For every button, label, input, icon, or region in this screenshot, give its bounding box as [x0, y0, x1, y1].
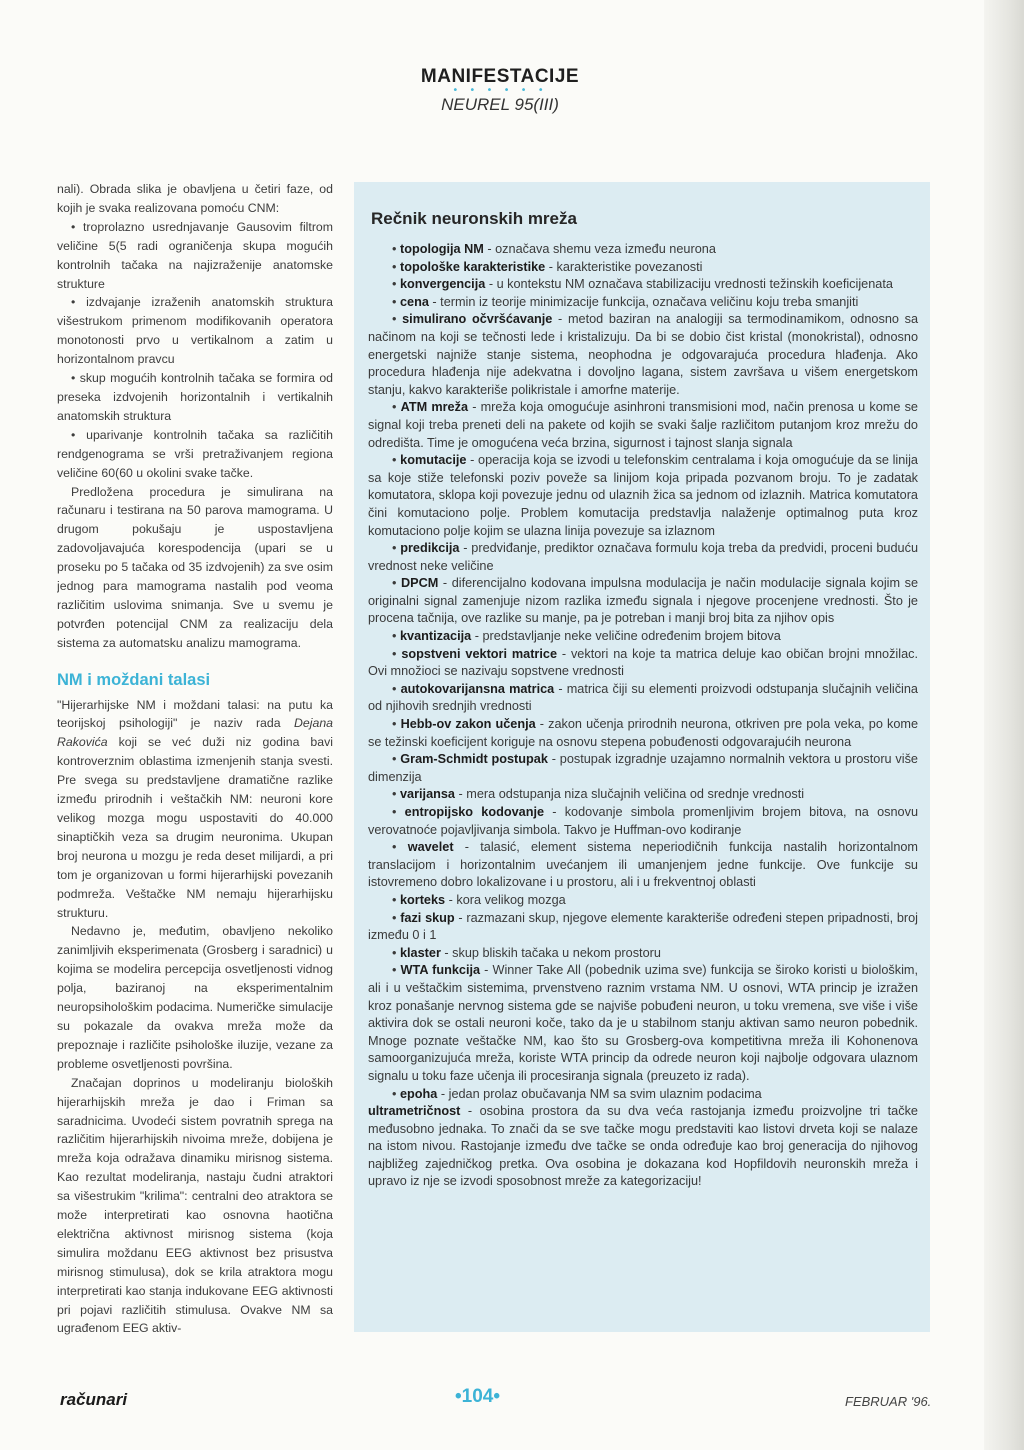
glossary-term: ATM mreža	[400, 400, 469, 415]
issue-date: FEBRUAR '96.	[845, 1394, 932, 1409]
glossary-definition: - predstavljanje neke veličine određenim brojem bitova	[471, 629, 781, 644]
glossary-definition: - matrica čiji su elementi proizvodi odstupanja slučajnih veličina od njihovih srednjih vrednosti	[368, 681, 918, 714]
glossary-entry: • topološke karakteristike - karakteristike povezanosti	[392, 259, 703, 274]
glossary-entry: • cena - termin iz teorije minimizacije funkcija, označava veličinu koju treba smanjiti	[392, 294, 859, 309]
glossary-entry: • konvergencija - u kontekstu NM označava stabilizaciju vrednosti težinskih koeficijenata	[392, 277, 893, 292]
glossary-definition: - jedan prolaz obučavanja NM sa svim ulaznim podacima	[437, 1086, 762, 1101]
glossary-entry: • fazi skup - razmazani skup, njegove elemente karakteriše određeni stepen pripadnosti, broj između 0 i 1	[368, 910, 918, 943]
left-bullet: • troprolazno usrednjavanje Gausovim filtrom veličine 5(5 radi ograničenja skupa mogućih kontrolnih tačaka na najizraženije anatomske strukture	[57, 219, 333, 291]
glossary-entry: • sopstveni vektori matrice - vektori na koje ta matrica deluje kao običan brojni množilac. Ovi množioci se nazivaju sopstvene vrednosti	[368, 646, 918, 679]
left-paragraph: "Hijerarhijske NM i moždani talasi: na putu ka teorijskoj psihologiji" je naziv rada Dejana Rakovića koji se već duži niz godina bavi kontroverznim oblastima izmenjenih stanja svesti. Pre svega su predstavljene dramatične razlike između prirodnih i veštačkih NM: neuroni kore velikog mozga mogu uspostaviti do 40.000 sinaptičkih veza sa drugim neuronima. Ukupan broj neurona u mozgu je reda deset milijardi, a pri tom je organizovan u formi hijerarhijski povezanih podmreža. Veštačke NM nemaju hijerarhijsku strukturu.	[57, 697, 333, 920]
glossary-entry: • ATM mreža - mreža koja omogućuje asinhroni transmisioni mod, način prenosa u kome se signal koji treba preneti deli na pakete od kojih se svaki šalje različitom putanjom kroz mrežu do odredišta. Time je omogućena veća brzina, sigurnost i tajnost slanja signala	[368, 400, 918, 450]
glossary-term: DPCM	[401, 576, 439, 591]
glossary-entry: • kvantizacija - predstavljanje neke veličine određenim brojem bitova	[392, 629, 781, 644]
glossary-definition: - označava shemu veza između neurona	[483, 242, 716, 256]
left-bullet: • skup mogućih kontrolnih tačaka se formira od preseka izdvojenih horizontalnih i vertikalnih anatomskih struktura	[57, 371, 333, 423]
glossary-entry: • wavelet - talasić, element sistema neperiodičnih funkcija nastalih horizontalnom translacijom i horizontalnim uvećanjem ili umanjenjem jedne funkcije. Ove funkcije su istovremeno dobro lokalizovane i u prostoru, ali i u frekventnoj oblasti	[368, 840, 919, 890]
glossary-definition: - razmazani skup, njegove elemente karakteriše određeni stepen pripadnosti, broj između 0 i 1	[368, 910, 918, 943]
glossary-term: ultrametričnost	[368, 1104, 461, 1119]
left-paragraph: nali). Obrada slika je obavljena u četiri faze, od kojih je svaka realizovana pomoću CNM:	[57, 182, 333, 215]
glossary-term: konvergencija	[399, 277, 486, 292]
glossary-entry: • komutacije - operacija koja se izvodi u telefonskim centralama i koja omogućuje da se linija sa koje stiže telefonski poziv poveže sa linijom koja pripada pozvanom broju. To je zadatak komutatora, sklopa koji povezuje jednu od ulaznih žica sa jednom od izlaznih. Matrica komutatora čini komutaciono polje. Problem komutacija predstavlja nalaženje optimalnog puta kroz komutaciono polje kojim se ulazna linija povezuje sa izlaznom	[368, 453, 918, 538]
glossary-entry: • korteks - kora velikog mozga	[392, 892, 566, 907]
glossary-title: Rečnik neuronskih mreža	[371, 209, 577, 228]
glossary-entry: • WTA funkcija - Winner Take All (pobednik uzima sve) funkcija se široko koristi u biološkim, ali i u veštačkim sistemima, prvenstveno raznim vrstama NM. U osnovi, WTA princip je izražen kroz ponašanje nervnog sistema gde se najviše pobuđeni neuron, u toku vremena, sve više i više aktivira dok se ostali neuroni koče, tako da je u stabilnom stanju aktivan samo neuron pobednik. Mnoge poznate veštačke NM, kao što su Grosberg-ova kompetitivna mreža ili Kohonenova samoorganizujuća mreža, koriste WTA princip da odrede neuron koji najbolje odgovara ulaznom signalu u toku faze učenja ili procesiranja signala (preuzeto iz rada).	[368, 963, 919, 1083]
glossary-entry: • predikcija - predviđanje, prediktor označava formulu koja treba da predvidi, procenі buduću vrednost neke veličine	[368, 541, 918, 573]
left-column	[57, 180, 333, 1340]
glossary-definition: - diferencijalno kodovana impulsna modulacija je način modulacije signala kojim se originalni signal zamenjuje nizom razlika između signala i njegove procenjene vrednosti. Što je procena tačnija, ove razlike su manje, pa je potreban i manji broj bita za njihov opis	[368, 576, 918, 626]
glossary-term: kvantizacija	[399, 629, 472, 644]
glossary-term: topologija NM	[399, 242, 484, 256]
glossary-definition: - postupak izgradnje uzajamno normalnih vektora u prostoru više dimenzija	[368, 752, 918, 784]
section-heading: NM i moždani talasi	[57, 670, 211, 689]
glossary-definition: - zakon učenja prirodnih neurona, otkriven pre pola veka, po kome se težinski koeficijent koriguje na osnovu stepena pobuđenosti odgovarajućih neurona	[368, 717, 919, 749]
glossary-definition: - mreža koja omogućuje asinhroni transmisioni mod, način prenosa u kome se signal koji treba preneti deli na pakete od kojih se svaki šalje različitom putanjom kroz mrežu do odredišta. Time je omogućena veća brzina, sigurnost i tajnost slanja signala	[368, 400, 918, 450]
glossary-term: WTA funkcija	[400, 963, 481, 978]
glossary-definition: - osobina prostora da su dva veća rastojanja između proizvoljne tri tačke međusobno jednaka. To znači da se sve tačke mogu predstaviti kao listovi drveta koji se nalaze na istom nivou. Rastojanje između dve tačke se onda određuje kao broj generacija do njihovog najbližeg zajedničkog pretka. Ova osobina je dokazana kod Hopfildovih neuronskih mreža i upravo iz nje se izvodi sposobnost mreže za kategorizaciju!	[368, 1104, 918, 1189]
glossary-definition: - kodovanje simbola promenljivim brojem bitova, na osnovu verovatnoće pojavljivanja simbola. Takvo je Huffman-ovo kodiranje	[368, 805, 918, 837]
glossary-term: epoha	[399, 1086, 438, 1101]
glossary-definition: - mera odstupanja niza slučajnih veličina od srednje vrednosti	[455, 787, 805, 802]
section-subtitle: NEUREL 95(III)	[441, 95, 559, 114]
glossary-term: predikcija	[400, 541, 460, 556]
glossary-term: komutacije	[400, 453, 467, 468]
glossary-term: korteks	[399, 892, 446, 907]
glossary-term: varijansa	[399, 787, 455, 802]
glossary-definition: - kora velikog mozga	[445, 892, 566, 907]
glossary-definition: - u kontekstu NM označava stabilizaciju vrednosti težinskih koeficijenata	[485, 277, 893, 292]
glossary-term: simulirano očvršćavanje	[402, 312, 553, 327]
glossary-entry: • klaster - skup bliskih tačaka u nekom prostoru	[392, 945, 661, 960]
glossary-term: autokovarijansna matrica	[400, 681, 555, 696]
glossary-box	[354, 182, 930, 1332]
left-bullet: • uparivanje kontrolnih tačaka sa različitih rendgenograma se vrši pretraživanjem regiona veličine 60(60 u okolini svake tačke.	[57, 427, 333, 480]
glossary-term: cena	[399, 294, 429, 309]
glossary-term: Gram-Schmidt postupak	[400, 752, 548, 767]
glossary-term: topološke karakteristike	[399, 259, 546, 274]
header-dots: • • • • • •	[452, 85, 548, 96]
glossary-entry: • epoha - jedan prolaz obučavanja NM sa svim ulaznim podacima	[392, 1086, 762, 1101]
left-paragraph: Nedavno je, međutim, obavljeno nekoliko zanimljivih eksperimenata (Grosberg i saradnici) u kojima se modelira percepcija osvetljenosti vidnog polja, baziranoj na eksperimentalnim neuropsihološkim podacima. Numeričke simulacije su pokazale da ovakva mreža može da prepoznaje i različite psihološke iluzije, vezane za probleme osvetljenosti površina.	[57, 924, 333, 1071]
glossary-definition: - Winner Take All (pobednik uzima sve) funkcija se široko koristi u biološkim, ali i u veštačkim sistemima, prvenstveno raznim vrstama NM. U osnovi, WTA princip je izražen kroz ponašanje nervnog sistema gde se najviše pobuđeni neuron, u toku vremena, sve više i više aktivira dok se ostali neuroni koče, tako da je u stabilnom stanju aktivan samo neuron pobednik. Mnoge poznate veštačke NM, kao što su Grosberg-ova kompetitivna mreža ili Kohonenova samoorganizujuća mreža, koriste WTA princip da odrede neuron koji najbolje odgovara ulaznom signalu u toku faze učenja ili procesiranja signala (preuzeto iz rada).	[368, 963, 919, 1083]
glossary-entries	[368, 241, 918, 1191]
magazine-name: računari	[60, 1390, 128, 1409]
glossary-definition: - karakteristike povezanosti	[545, 259, 703, 274]
glossary-entry: • topologija NM - označava shemu veza između neurona	[392, 242, 716, 256]
glossary-entry: • varijansa - mera odstupanja niza slučajnih veličina od srednje vrednosti	[392, 787, 805, 802]
glossary-term: fazi skup	[400, 910, 455, 925]
glossary-definition: - skup bliskih tačaka u nekom prostoru	[440, 945, 661, 960]
page-edge-shadow	[984, 0, 1024, 1450]
glossary-definition: - termin iz teorije minimizacije funkcija, označava veličinu koju treba smanjiti	[428, 294, 859, 309]
glossary-entry: • entropijsko kodovanje - kodovanje simbola promenljivim brojem bitova, na osnovu verovatnoće pojavljivanja simbola. Takvo je Huffman-ovo kodiranje	[368, 805, 918, 837]
glossary-definition: - vektori na koje ta matrica deluje kao običan brojni množilac. Ovi množioci se nazivaju sopstvene vrednosti	[368, 646, 918, 679]
author-name: Dejana Rakovića	[57, 716, 333, 750]
glossary-entry: • Hebb-ov zakon učenja - zakon učenja prirodnih neurona, otkriven pre pola veka, po kome se težinski koeficijent koriguje na osnovu stepena pobuđenosti odgovarajućih neurona	[368, 717, 919, 749]
glossary-term: klaster	[399, 945, 441, 960]
page-header	[0, 66, 1000, 115]
glossary-entry	[368, 1103, 918, 1191]
left-paragraph: Značajan doprinos u modeliranju bioloških hijerarhijskih mreža je dao i Friman sa saradnicima. Uvodeći sistem povratnih sprega na različitim hijerarhijskih nivoima mreže, dobijena je mreža koja odražava dinamiku mirisnog sistema. Kao rezultat modeliranja, nastaju čudni atraktori sa višestrukim "krilima": centralni deo atraktora se može interpretirati kao osnovna haotična električna aktivnost mirisnog sistema (koja simulira moždanu EEG aktivnost bez prisustva mirisnog stimulusa), dok se krila atraktora mogu interpretirati kao stanja indukovane EEG aktivnosti pri pojavi različitih stimulusa. Ovakve NM sa ugrađenom EEG aktiv-	[57, 1075, 333, 1336]
left-paragraph: Predložena procedura je simulirana na računaru i testirana na 50 parova mamograma. U drugom pokušaju je uspostavljena zadovoljavajuća korespodencija (upari se u proseku po 5 tačaka od 35 izdvojenih) za sve osim jednog para mamograma nastalih pod veoma različitim uslovima snimanja. Sve u svemu je potvrđen potencijal CNM za realizaciju dela sistema za automatsku analizu mamograma.	[57, 484, 333, 650]
glossary-entry: • Gram-Schmidt postupak - postupak izgradnje uzajamno normalnih vektora u prostoru više dimenzija	[368, 752, 918, 784]
section-title: MANIFESTACIJE	[420, 66, 580, 87]
glossary-entry: • DPCM - diferencijalno kodovana impulsna modulacija je način modulacije signala kojim se originalni signal zamenjuje nizom razlika između signala i njegove procenjene vrednosti. Što je procena tačnija, ove razlike su manje, pa je potreban i manji broj bita za njihov opis	[368, 576, 918, 626]
glossary-definition: - operacija koja se izvodi u telefonskim centralama i koja omogućuje da se linija sa koje stiže telefonski poziv poveže sa linijom koja pripada pozvanom broju. To je zadatak komutatora, sklopa koji povezuje jednu od ulaznih žica sa jednom od izlaznih. Matrica komutatora čini komutaciono polje. Problem komutacija predstavlja nalaženje optimalnog puta kroz komutaciono polje kojim se ulazna linija povezuje sa izlaznom	[368, 453, 918, 538]
glossary-term: wavelet	[407, 840, 454, 855]
glossary-entry: • simulirano očvršćavanje - metod baziran na analogiji sa termodinamikom, odnosno sa načinom na koji se tečnosti lede i kristalizuju. Da bi se dobio čist kristal (monokristal), odnosno energetski najniže stanje sistema, neophodna je odgovarajuća procedura hlađenja. Ako procedura hlađenja nije adekvatna i dovoljno lagana, sistem završava u višem energetskom stanju, kakvo karakteriše polikristale i amorfne materije.	[368, 312, 919, 397]
glossary-definition: - predviđanje, prediktor označava formulu koja treba da predvidi, procenі buduću vrednost neke veličine	[368, 541, 918, 573]
glossary-term: sopstveni vektori matrice	[401, 646, 558, 661]
glossary-term: entropijsko kodovanje	[404, 805, 545, 819]
left-bullet: • izdvajanje izraženih anatomskih struktura višestrukom primenom modifikovanih operatora monotonosti prvo u vertikalnom a zatim u horizontalnom pravcu	[57, 295, 333, 367]
glossary-term: Hebb-ov zakon učenja	[400, 717, 536, 732]
glossary-definition: - talasić, element sistema neperiodičnih funkcija nastalih horizontalnom translacijom i horizontalnim uvećanjem ili umanjenjem jedne funkcije. Ove funkcije su istovremeno dobro lokalizovane i u prostoru, ali i u frekventnoj oblasti	[368, 840, 919, 890]
glossary-entry: • autokovarijansna matrica - matrica čiji su elementi proizvodi odstupanja slučajnih veličina od njihovih srednjih vrednosti	[368, 681, 918, 714]
glossary-definition: - metod baziran na analogiji sa termodinamikom, odnosno sa načinom na koji se tečnosti lede i kristalizuju. Da bi se dobio čist kristal (monokristal), odnosno energetski najniže stanje sistema, neophodna je odgovarajuća procedura hlađenja. Ako procedura hlađenja nije adekvatna i dovoljno lagana, sistem završava u višem energetskom stanju, kakvo karakteriše polikristale i amorfne materije.	[368, 312, 919, 397]
page-number: •104•	[455, 1386, 501, 1407]
